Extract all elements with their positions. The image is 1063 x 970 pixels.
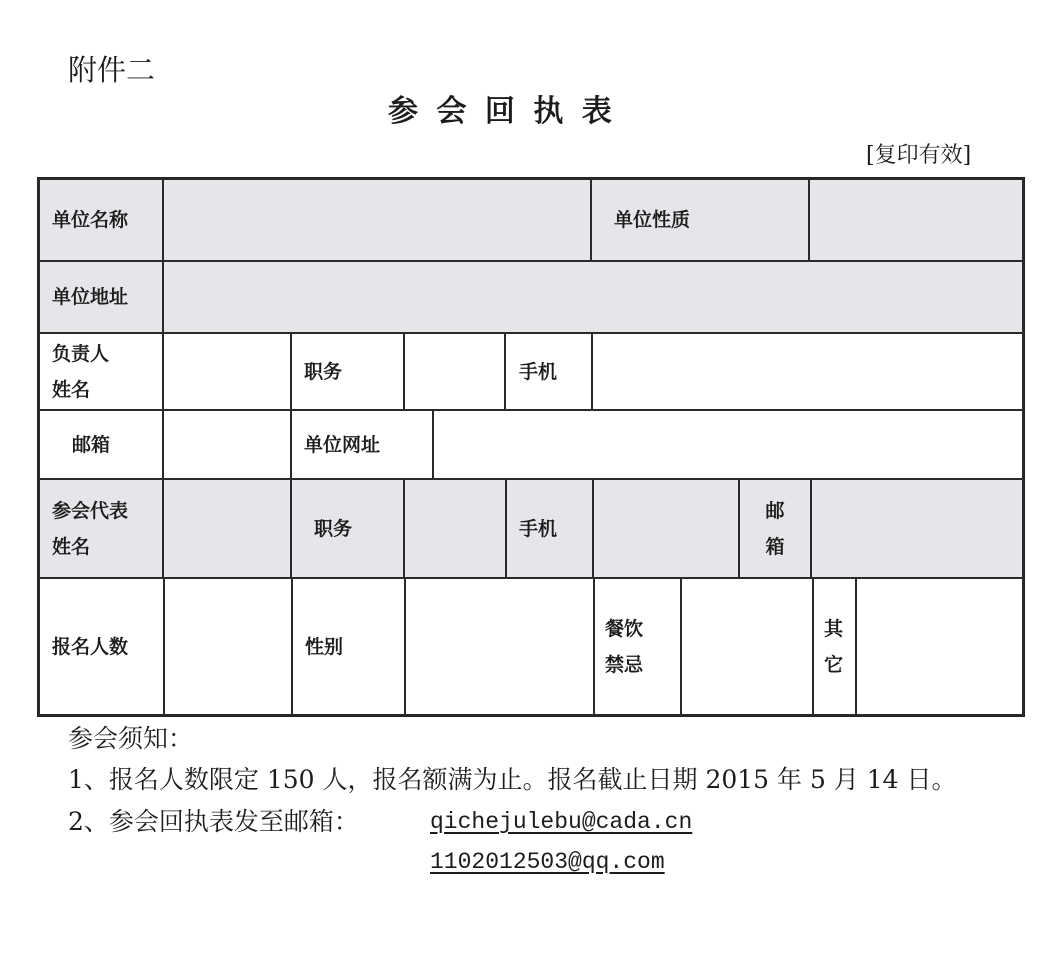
leader-phone-label: 手机 xyxy=(504,332,593,411)
headcount-field xyxy=(163,577,293,716)
diet-restriction-field xyxy=(680,577,814,716)
delegate-title-label: 职务 xyxy=(290,478,405,579)
unit-name-label: 单位名称 xyxy=(38,178,164,262)
delegate-phone-label: 手机 xyxy=(505,478,594,579)
unit-address-field xyxy=(162,260,1024,334)
unit-address-label: 单位地址 xyxy=(38,260,164,334)
email-link-1[interactable]: qichejulebu@cada.cn xyxy=(430,809,693,835)
delegate-phone-field xyxy=(592,478,740,579)
other-label: 其 它 xyxy=(812,577,857,716)
form-title: 参 会 回 执 表 xyxy=(388,94,616,129)
gender-label: 性别 xyxy=(291,577,406,716)
attachment-label: 附件二 xyxy=(68,53,156,87)
delegate-title-field xyxy=(403,478,507,579)
leader-title-label: 职务 xyxy=(290,332,405,411)
notice-item-1: 1、报名人数限定 150 人，报名额满为止。报名截止日期 2015 年 5 月 14 日。 xyxy=(68,765,957,794)
other-field xyxy=(855,577,1024,716)
leader-name-label: 负责人 姓名 xyxy=(38,332,164,411)
website-field xyxy=(432,409,1024,480)
leader-title-field xyxy=(403,332,506,411)
diet-restriction-label: 餐饮 禁忌 xyxy=(593,577,682,716)
headcount-label: 报名人数 xyxy=(38,577,165,716)
leader-name-field xyxy=(162,332,292,411)
delegate-name-label: 参会代表 姓名 xyxy=(38,478,164,579)
unit-name-field xyxy=(162,178,592,262)
delegate-name-field xyxy=(162,478,292,579)
notice-item-2: 2、参会回执表发至邮箱： xyxy=(68,807,359,836)
unit-type-field xyxy=(808,178,1024,262)
email-field xyxy=(162,409,292,480)
email-link-2[interactable]: 1102012503@qq.com xyxy=(430,849,665,875)
delegate-email-label: 邮 箱 xyxy=(738,478,812,579)
delegate-email-field xyxy=(810,478,1024,579)
website-label: 单位网址 xyxy=(290,409,434,480)
unit-type-label: 单位性质 xyxy=(590,178,810,262)
notice-heading: 参会须知： xyxy=(68,724,194,753)
copy-valid-note: [复印有效] xyxy=(866,143,972,168)
leader-phone-field xyxy=(591,332,1024,411)
email-label: 邮箱 xyxy=(38,409,164,480)
gender-field xyxy=(404,577,595,716)
